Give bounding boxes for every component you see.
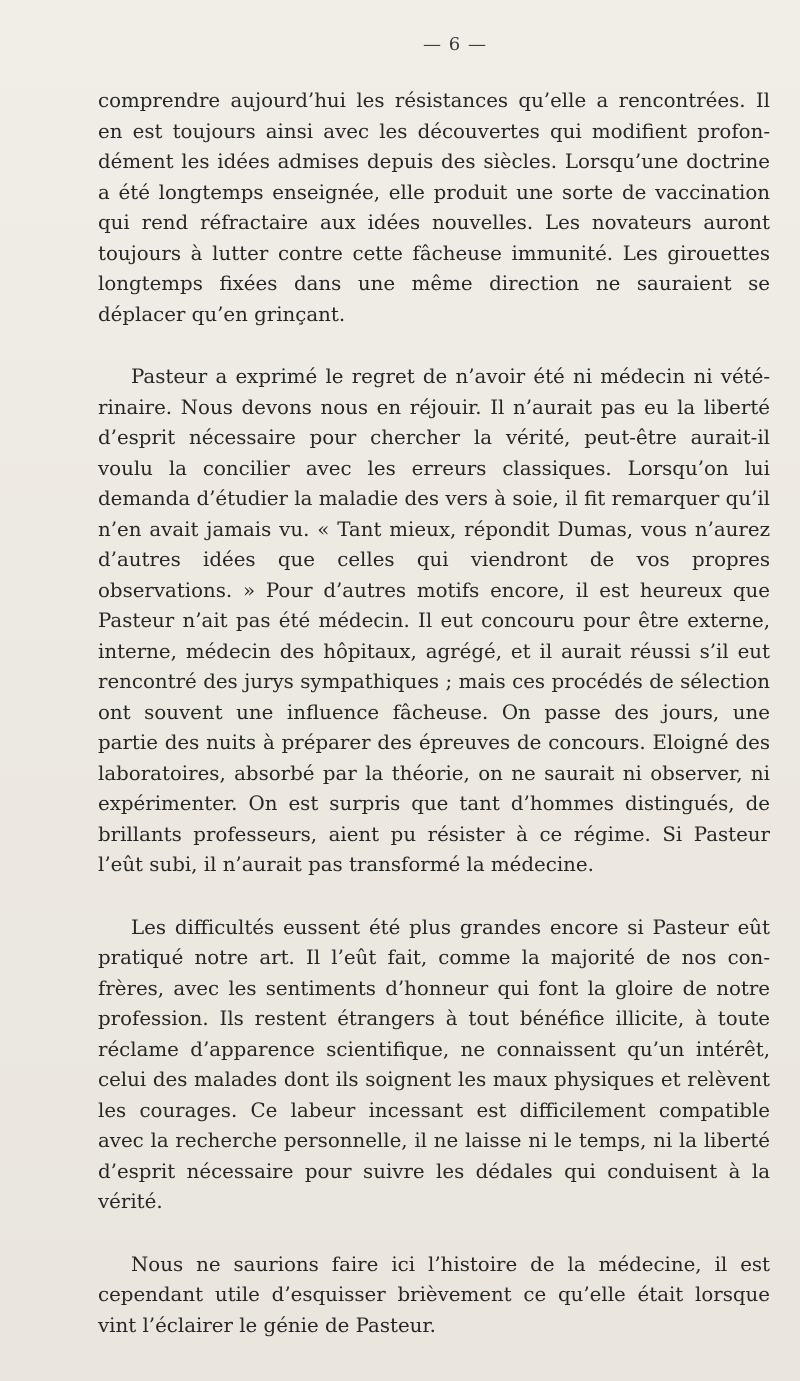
paragraph-3: Les difficultés eussent été plus grandes encore si Pasteur eût pratiqué notre art. Il l’eût fait, comme la majorité de nos confrères, avec les sentiments d’honneur qui font la gloire de notre profession. Ils restent étrangers à tout bénéfice illicite, à toute réclame d’apparence scientifique, ne connaissent qu’un intérêt, celui des malades dont ils soignent les maux physiques et relèvent les courages. Ce labeur incessant est difficilement compatible avec la recherche personnelle, il ne laisse ni le temps, ni la liberté d’esprit nécessaire pour suivre les dédales qui conduisent à la vérité. — [98, 915, 770, 1213]
paragraph-2: Pasteur a exprimé le regret de n’avoir été ni médecin ni vétérinaire. Nous devons nous en réjouir. Il n’aurait pas eu la liberté d’esprit nécessaire pour chercher la vérité, peut-être aurait-il voulu la concilier avec les erreurs classiques. Lorsqu’on lui demanda d’étudier la maladie des vers à soie, il fit remarquer qu’il n’en avait jamais vu. « Tant mieux, répondit Dumas, vous n’aurez d’autres idées que celles qui viendront de vos propres observations. » Pour d’autres motifs encore, il est heureux que Pasteur n’ait pas été médecin. Il eut concouru pour être externe, interne, médecin des hôpitaux, agrégé, et il aurait réussi s’il eut rencontré des jurys sympathiques ; mais ces procédés de sélection ont souvent une influence fâcheuse. On passe des jours, une partie des nuits à préparer des épreuves de concours. Eloigné des laboratoires, absorbé par la théorie, on ne saurait ni observer, ni expérimenter. On est surpris que tant d’hommes distingués, de brillants professeurs, aient pu résister à ce régime. Si Pasteur l’eût subi, il n’aurait pas transformé la médecine. — [98, 365, 770, 876]
paragraph-1: comprendre aujourd’hui les résistances qu’elle a rencontrées. Il en est toujours ainsi avec les découvertes qui modifient profondément les idées admises depuis des siècles. Lorsqu’une doctrine a été longtemps enseignée, elle produit une sorte de vaccination qui rend réfractaire aux idées nouvelles. Les novateurs auront toujours à lutter contre cette fâcheuse immunité. Les girouettes longtemps fixées dans une même direction ne sauraient se déplacer qu’en grinçant. — [98, 89, 770, 326]
paragraph-4: Nous ne saurions faire ici l’histoire de la médecine, il est cependant utile d’esquisser brièvement ce qu’elle était lorsque vint l’éclairer le génie de Pasteur. — [98, 1252, 770, 1337]
page-number: — 6 — — [423, 34, 487, 55]
body-text — [98, 86, 770, 1341]
